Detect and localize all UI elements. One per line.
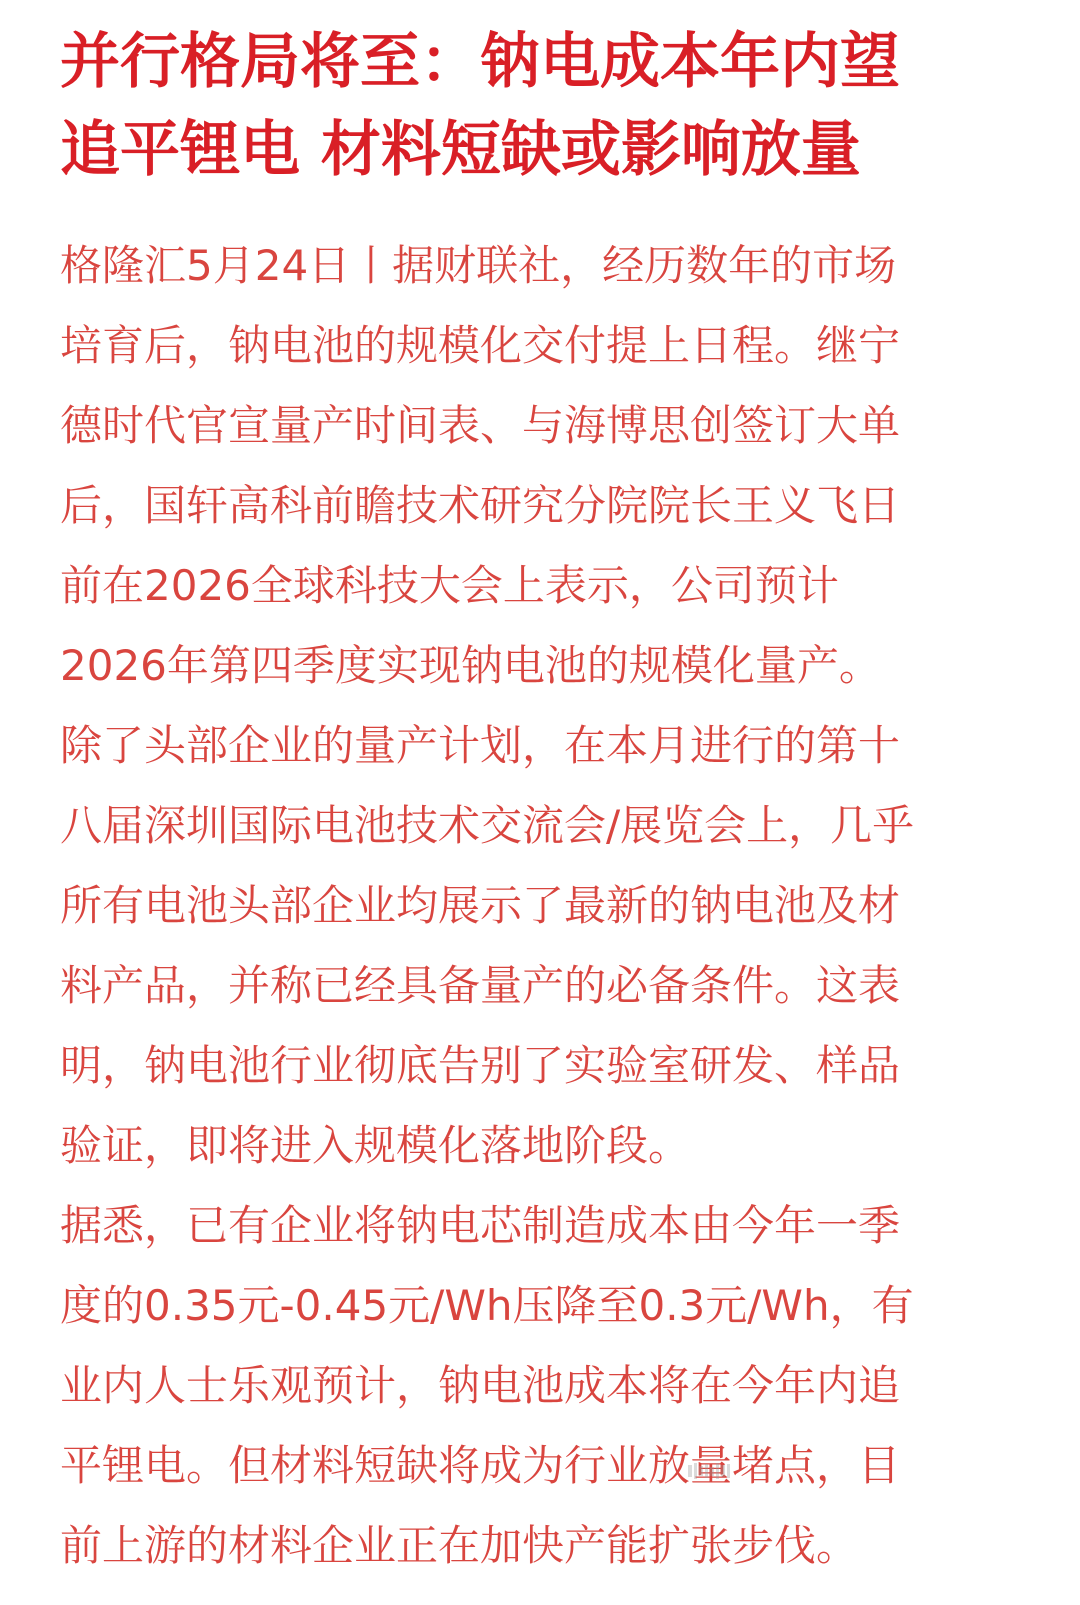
body-line: 业内人士乐观预计，钠电池成本将在今年内追	[60, 1361, 901, 1410]
article-title	[60, 18, 1030, 194]
body-line: 度的0.35元-0.45元/Wh压降至0.3元/Wh，有	[60, 1281, 914, 1330]
body-line: 明，钠电池行业彻底告别了实验室研发、样品	[60, 1041, 901, 1090]
body-line: 培育后，钠电池的规模化交付提上日程。继宁	[60, 321, 901, 370]
body-line: 格隆汇5月24日丨据财联社，经历数年的市场	[60, 241, 897, 290]
body-line: 后，国轩高科前瞻技术研究分院院长王义飞日	[60, 481, 901, 530]
body-line: 除了头部企业的量产计划，在本月进行的第十	[60, 721, 901, 770]
body-line: 前在2026全球科技大会上表示，公司预计	[60, 561, 839, 610]
body-line: 所有电池头部企业均展示了最新的钠电池及材	[60, 881, 901, 930]
body-line: 验证，即将进入规模化落地阶段。	[60, 1121, 691, 1170]
article-title-line: 追平锂电 材料短缺或影响放量	[60, 115, 861, 185]
article-body	[60, 226, 1030, 1586]
body-line: 据悉，已有企业将钠电芯制造成本由今年一季	[60, 1201, 901, 1250]
body-line: 平锂电。但材料短缺将成为行业放量堵点，目	[60, 1441, 901, 1490]
body-line: 八届深圳国际电池技术交流会/展览会上，几乎	[60, 801, 915, 850]
body-line: 2026年第四季度实现钠电池的规模化量产。	[60, 641, 881, 690]
body-line: 前上游的材料企业正在加快产能扩张步伐。	[60, 1521, 859, 1570]
article-title-line: 并行格局将至：钠电成本年内望	[60, 27, 900, 97]
body-line: 料产品，并称已经具备量产的必备条件。这表	[60, 961, 901, 1010]
watermark-mark	[688, 1462, 734, 1480]
body-line: 德时代官宣量产时间表、与海博思创签订大单	[60, 401, 901, 450]
